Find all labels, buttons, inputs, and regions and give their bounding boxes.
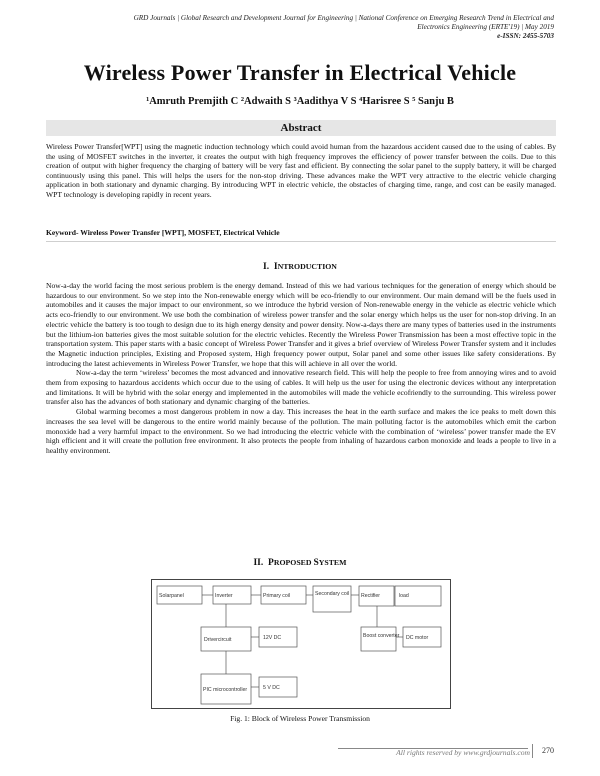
journal-header-line2: Electronics Engineering (ERTE'19) | May 2019 (417, 23, 554, 31)
pic-microcontroller-label: PIC microcontroller (203, 687, 248, 693)
rectifier-label: Rectifier (361, 593, 381, 599)
driver-circuit-label: Drivercircuit (204, 637, 232, 643)
keywords: Keyword- Wireless Power Transfer [WPT], MOSFET, Electrical Vehicle (46, 228, 280, 237)
section-heading-introduction (0, 262, 600, 272)
secondary-coil-label: Secondary coil (315, 591, 350, 597)
inverter-label: Inverter (215, 593, 233, 599)
dc-motor-label: DC motor (406, 635, 429, 641)
intro-paragraph: Now-a-day the world facing the most serious problem is the energy demand. Instead of this we had various techniques for the generation of energy which should be hazardous to our environment. So we step into the Non-renewable energy which will be eco-friendly to our environment. Our main demand will be the fuels used in automobiles and it causes the major impact to our environment, so we introduce the hybrid version of Non-renewable energy in the vehicle as electric vehicle which acts eco-friendly to our environment. We use both the combination of wireless power transfer and the solar energy which helps us the user for non-stop driving. In an electric vehicle the battery is too tough to design due to its high energy density and power density. Now-a-days there are many types of batteries used in the instruments but the lithium-ion batteries gives the most suitable solution for the electric vehicles. Recently the Wireless Power Transmission has been a most effective topic in the transportation system. This paper starts with a basic concept of Wireless Power Transfer and it gives a brief overview of Wireless Power Transfer system and it includes the Magnetic induction principles, Existing and Proposed system, High frequency power output, Solar panel and some other issues like safety considerations. By introducing the latest achievements in Wireless Power Transfer, we hope that this will achieve in all over the world. (46, 281, 556, 368)
boost-converter-block (361, 627, 396, 651)
solar-panel-label: Solarpanel (159, 593, 184, 599)
section-title-rest: ROPOSED (273, 558, 314, 567)
boost-converter-label: Boost converter (363, 633, 400, 639)
intro-paragraph: Now-a-day the term ‘wireless’ becomes the most advanced and innovative research field. This will help the people to free from annoying wires and to avoid them from exposing to hazardous accidents which occur due to the using of cables. It will help us the user for using the electronic devices without any interpretation and limitations. It will be hybrid with the solar energy and implemented in the automobiles will made the vehicle ecofriendly to the surrounding. This wireless power transfer also has the advances of both stationary and dynamic charging of the batteries. (46, 368, 556, 407)
paper-title: Wireless Power Transfer in Electrical Vehicle (83, 60, 517, 85)
journal-header-line1: GRD Journals | Global Research and Development Journal for Engineering | National Conference on Emerging Research Trend in Electrical and (133, 14, 554, 22)
load-label: load (399, 593, 409, 599)
introduction-body (46, 281, 556, 456)
secondary-coil-block (313, 586, 351, 612)
journal-header (54, 14, 554, 41)
page-number: 270 (532, 744, 563, 758)
section-number: I. (263, 262, 270, 272)
footer-copyright: All rights reserved by www.grdjournals.com (396, 748, 530, 757)
intro-paragraph: Global warming becomes a most dangerous problem in now a day. This increases the heat in the earth surface and makes the ice peaks to melt down this increases the sea level will be dangerous to the entire world mainly because of the pollution. The main polluting factor is the automobiles which emit the carbon monoxide had a very harmful impact to the environment. So we had introducing the electric vehicle with the combination of ‘wireless’ power transfer made the EV high efficient and it will create the pollution free environment. It also protects the people from inhaling of hazardous carbon monoxide and leads a people to live in a healthy environment. (46, 407, 556, 455)
section-title-initial: I (273, 262, 278, 272)
section-number: II. (253, 558, 264, 568)
section-title-rest: NTRODUCTION (277, 262, 337, 271)
abstract-text: Wireless Power Transfer[WPT] using the magnetic induction technology which could avoid human from the hazardous accident caused due to the using of cables. By the using of MOSFET switches in the inverter, it creates the output with high frequency improves the efficiency of power transfer between the coils. Due to this creation of output with higher frequency the charging of battery will be very fast and efficient. By connecting the solar panel to the supply battery, it will be charged continuously using this panel. This will helps the users for the non-stop driving. These advances make the WPT very attractive to the electric vehicle charging application in both stationary and dynamic charging. By introducing WPT in electric vehicle, the obstacles of charging time, range, and cost can be easily managed. WPT technology is developing rapidly in recent years. (46, 142, 556, 199)
section-title-rest: YSTEM (318, 558, 347, 567)
dc-12v-label: 12V DC (263, 635, 282, 641)
primary-coil-label: Primary coil (263, 593, 291, 599)
block-diagram (151, 579, 451, 709)
section-title-initial: S (313, 558, 319, 568)
authors: ¹Amruth Premjith C ²Adwaith S ³Aadithya V S ⁴Harisree S ⁵ Sanju B (146, 96, 454, 107)
section-heading-proposed-system (0, 558, 600, 568)
figure-caption: Fig. 1: Block of Wireless Power Transmission (230, 714, 370, 723)
abstract-heading: Abstract (46, 120, 556, 136)
dc-5v-label: 5 V DC (263, 685, 280, 691)
section-title-initial: P (268, 558, 274, 568)
issn: e-ISSN: 2455-5703 (497, 32, 554, 40)
divider (46, 241, 556, 242)
